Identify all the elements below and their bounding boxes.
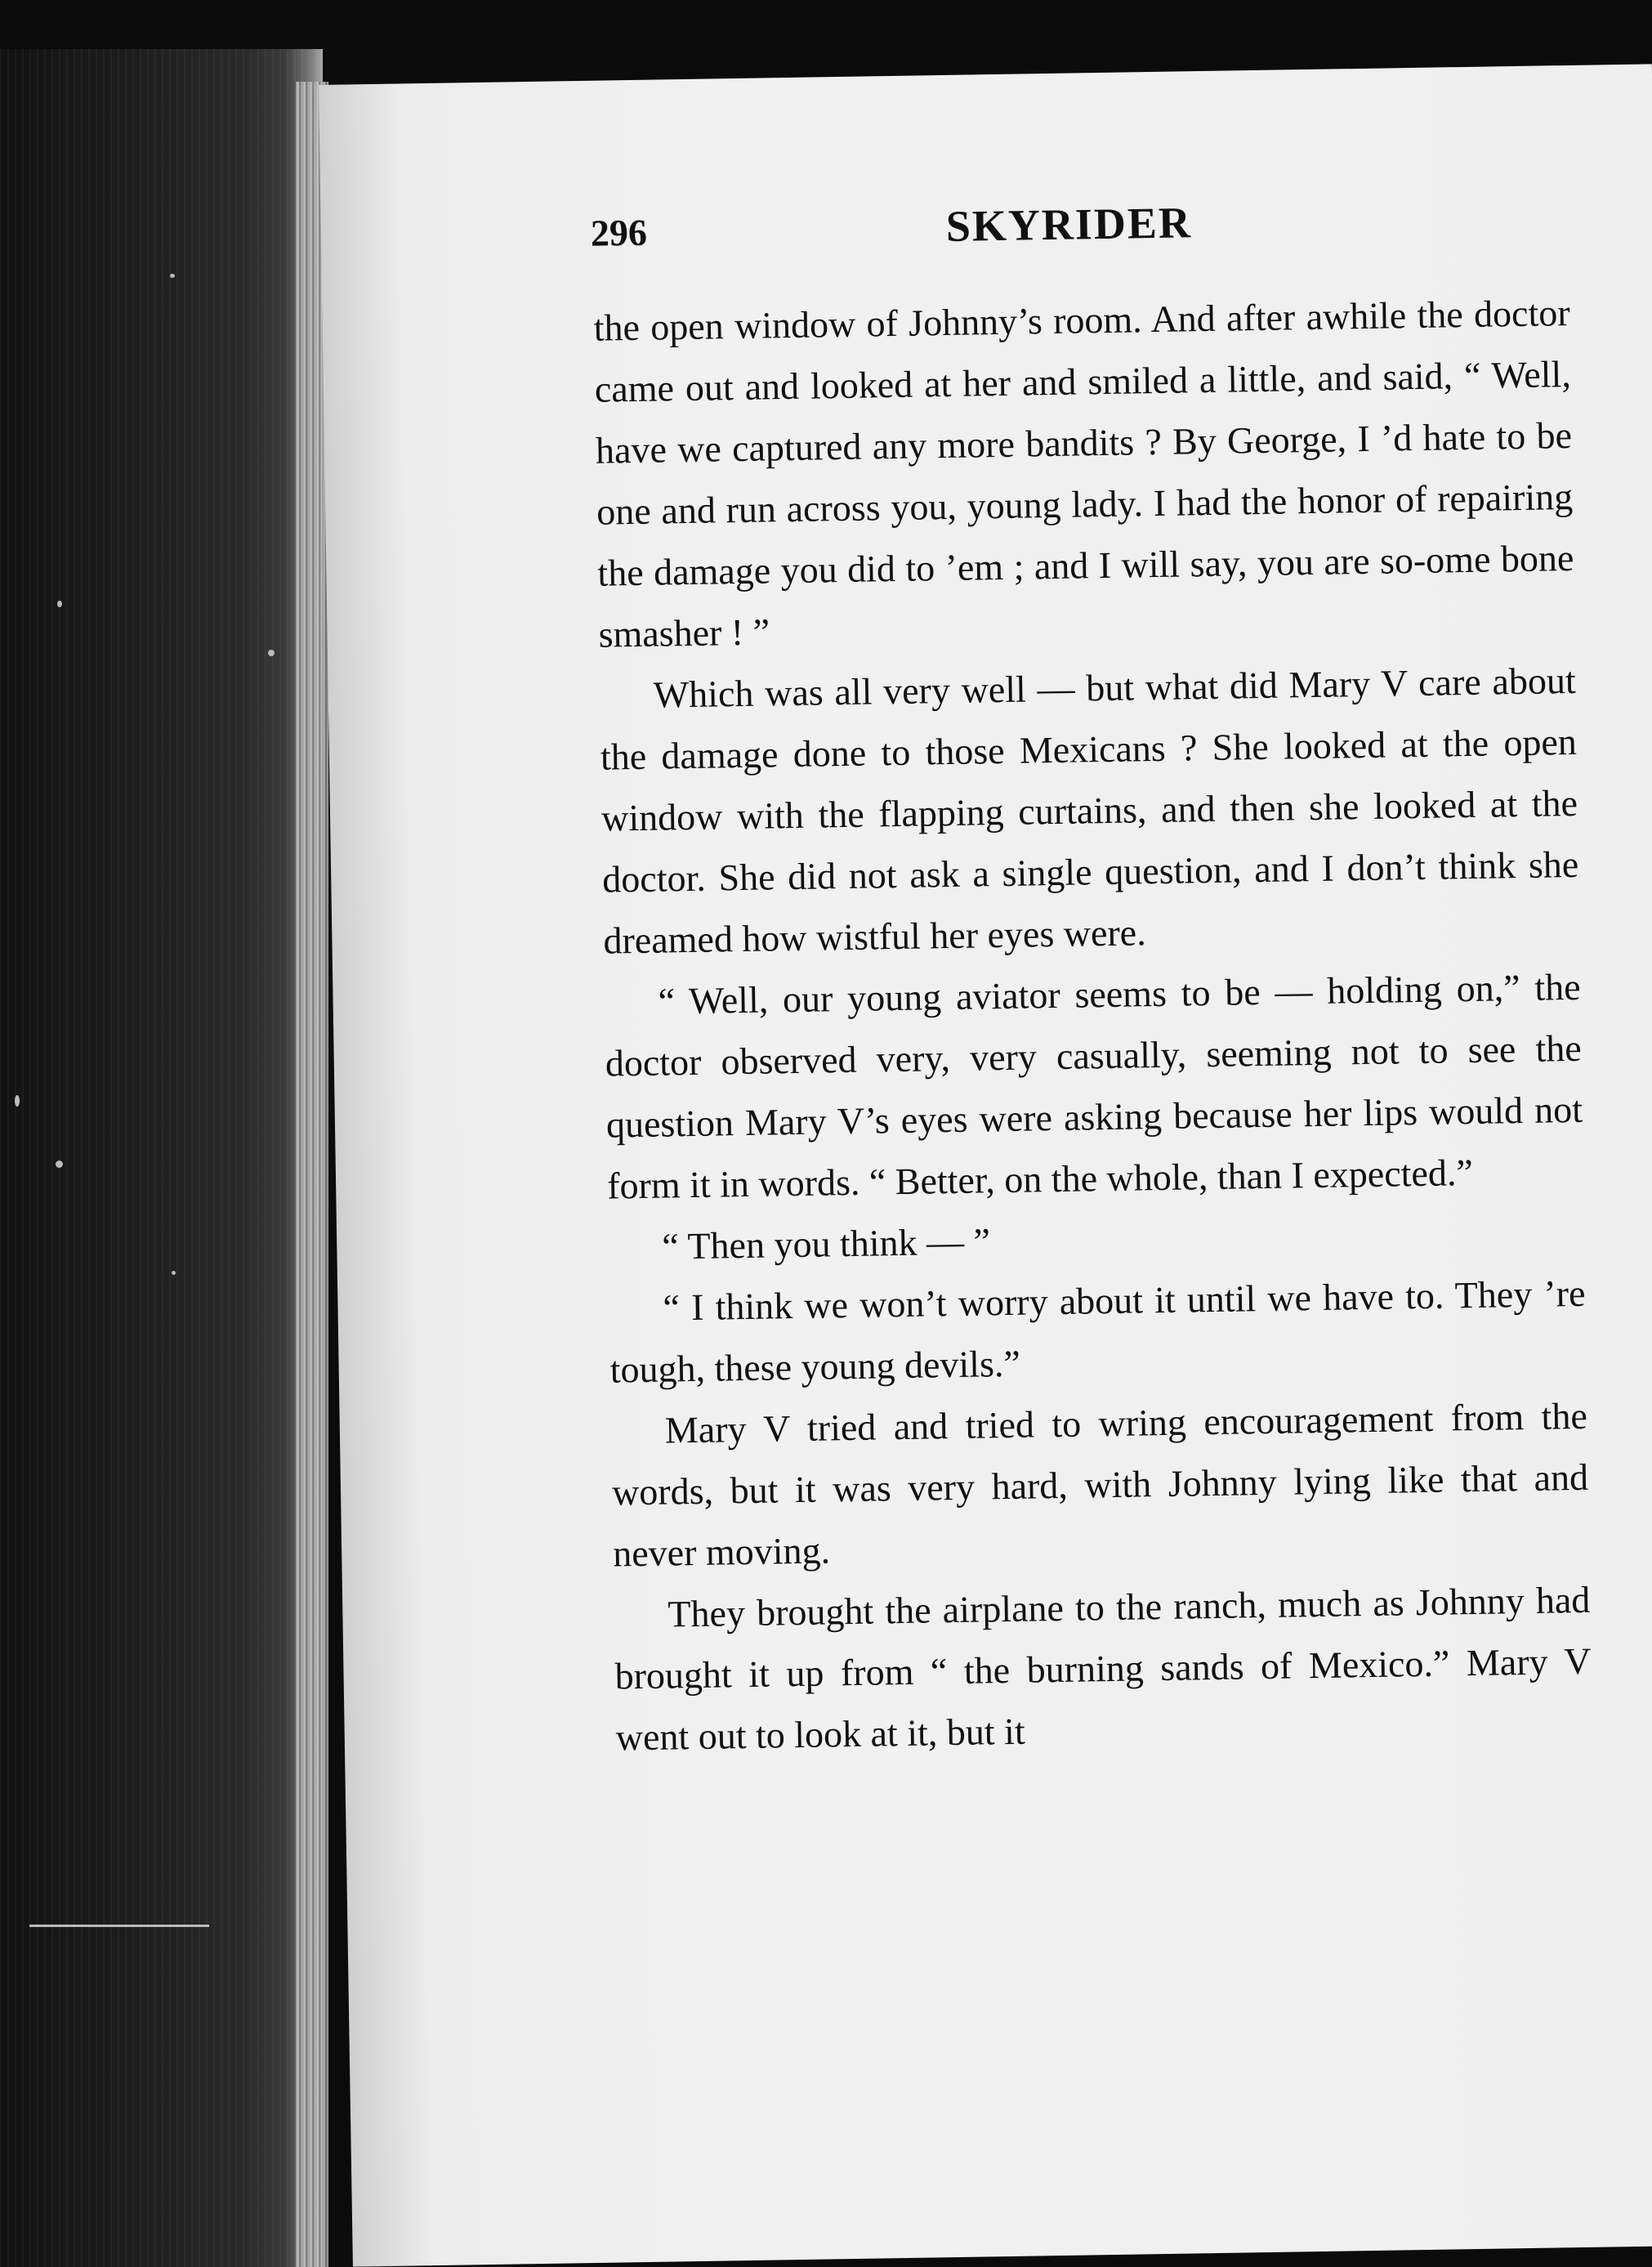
book-spine xyxy=(0,49,323,2267)
paragraph: Mary V tried and tried to wring encouragement from the words, but it was very hard, with Johnny lying like that and never moving. xyxy=(611,1394,1589,1575)
page-number: 296 xyxy=(590,211,648,254)
paragraph: the open window of Johnny’s room. And after awhile the doctor came out and looked at her and smiled a little, and said, “ Well, have we captured any more bandits ? By George, I ’d hate to be one and run across you, young lady. I had the honor of repairing the damage you did to ’em ; and I will say, you are so-ome bone smasher ! ” xyxy=(593,291,1574,655)
running-head xyxy=(590,199,1408,277)
paragraph: “ Then you think — ” xyxy=(661,1220,991,1268)
book-title: SKYRIDER xyxy=(945,198,1193,251)
paragraph: “ I think we won’t worry about it until we have to. They ’re tough, these young devils.” xyxy=(609,1272,1586,1391)
paragraph: Which was all very well — but what did Mary V care about the damage done to those Mexicans ? She looked at the open window with the flapping curtains, and then she looked at the doctor. She did not ask a single question, and I don’t think she dreamed how wistful her eyes were. xyxy=(600,659,1579,962)
book-page xyxy=(319,64,1652,2266)
paragraph: “ Well, our young aviator seems to be — holding on,” the doctor observed very, very casually, seeming not to see the question Mary V’s eyes were asking because her lips would not form it in words. “ Better, on the whole, than I expected.” xyxy=(605,965,1583,1207)
paragraph: They brought the airplane to the ranch, much as Johnny had brought it up from “ the burning sands of Mexico.” Mary V went out to look at it, but it xyxy=(614,1578,1592,1759)
body-text xyxy=(593,282,1592,1768)
